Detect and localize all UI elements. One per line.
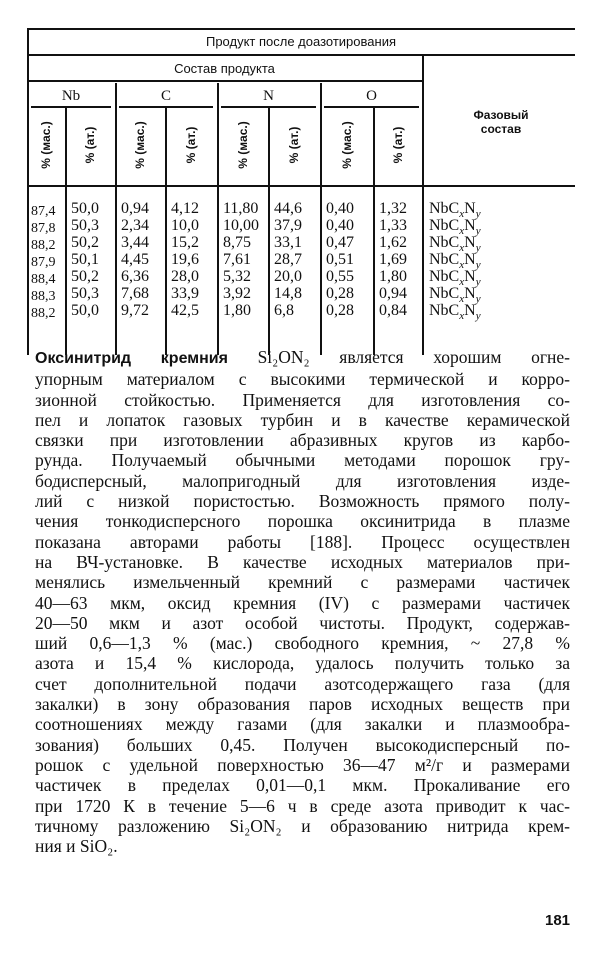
text-line [35,653,570,673]
text-line-content: частичек в пределах 0,01—0,1 мкм. Прокаливание его [35,775,570,796]
table-cell: 87,8 [31,221,56,236]
table-cell: 87,4 [31,204,56,219]
text-line-content: пел и лопаток газовых турбин и в качестве керамической [35,409,570,430]
formula-y: y [475,293,481,306]
formula-n: N [464,251,476,268]
text-line [35,593,570,613]
formula-y: y [475,259,481,272]
subheader: % (ат.) [391,126,405,164]
formula-y: y [475,276,481,289]
table-cell: 10,0 [171,217,199,234]
table-cell: 9,72 [121,302,149,319]
table-cell: 88,3 [31,289,56,304]
table-cell: 1,32 [379,200,407,217]
subheader: % (мас.) [133,121,147,169]
text-line-content: упорным материалом с высокими термической и корро- [35,369,570,390]
text-line-content: показана авторами работы [188]. Процесс осуществлен [35,531,570,552]
text-line-content: Si₂ON₂ является хорошим огне- [227,347,570,367]
table-cell: 14,8 [274,285,302,302]
subheader: % (ат.) [287,126,301,164]
body-text [35,347,570,856]
header-phase-2: состав [480,122,522,136]
table-cell: 0,94 [121,200,149,217]
formula-n: N [464,234,476,251]
text-line [35,694,570,714]
formula-base: NbC [429,285,460,302]
table-cell: 50,0 [71,200,99,217]
table-cell: 50,2 [71,268,99,285]
text-line-content: 20—50 мкм и азот особой чистоты. Продукт, содержав- [35,612,570,633]
phase-formula [429,302,481,325]
text-line-content: 40—63 мкм, оксид кремния (IV) с размерами частичек [35,592,570,613]
text-line [35,775,570,795]
text-line [35,532,570,552]
text-line [35,796,570,816]
text-line [35,674,570,694]
formula-base: NbC [429,268,460,285]
table-cell: 10,00 [223,217,259,234]
subheader: % (ат.) [83,126,97,164]
table-divider [373,108,375,355]
table-cell: 0,84 [379,302,407,319]
table-cell: 87,9 [31,255,56,270]
formula-n: N [464,200,476,217]
table-divider [115,83,117,355]
formula-base: NbC [429,251,460,268]
table-cell: 1,80 [223,302,251,319]
table-cell: 3,92 [223,285,251,302]
text-line-content: рунда. Получаемый обычными методами порошок гру- [35,450,570,471]
text-line-content: лий с низкой пористостью. Возможность прямого полу- [35,491,570,512]
table-cell: 0,51 [326,251,354,268]
text-line [35,816,570,836]
text-line-content: менялись измельченный кремний с размерами частичек [35,572,570,593]
table-cell: 2,34 [121,217,149,234]
text-line-content: ния и SiO₂. [35,836,118,857]
table-cell: 88,2 [31,238,56,253]
table-cell: 0,28 [326,302,354,319]
text-line [35,491,570,511]
table-cell: 33,1 [274,234,302,251]
subheader: % (мас.) [235,121,250,169]
table-cell: 28,7 [274,251,302,268]
formula-x: x [459,242,465,255]
table-cell: 42,5 [171,302,199,319]
table-rule [27,80,422,82]
table-divider [27,28,29,355]
text-line [35,511,570,531]
table-cell: 0,40 [326,200,354,217]
formula-x: x [459,259,465,272]
table-divider [320,83,322,355]
formula-y: y [475,242,481,255]
table-cell: 33,9 [171,285,199,302]
table-cell: 88,2 [31,306,56,321]
table-divider [165,108,167,355]
text-line [35,450,570,470]
text-line [35,471,570,491]
subheader: % (мас.) [339,121,354,169]
formula-n: N [464,285,476,302]
text-line [35,755,570,775]
table-rule [27,185,575,187]
formula-x: x [459,225,465,238]
text-line [35,633,570,653]
table-cell: 50,3 [71,285,99,302]
text-line [35,369,570,389]
table-cell: 88,4 [31,272,56,287]
formula-base: NbC [429,302,460,319]
table-cell: 11,80 [223,200,259,217]
header-element: C [160,88,171,104]
text-line [35,347,570,369]
text-line [35,735,570,755]
table-cell: 5,32 [223,268,251,285]
table-cell: 0,55 [326,268,354,285]
formula-x: x [459,276,465,289]
table-cell: 6,36 [121,268,149,285]
header-product-after-nitriding: Продукт после доазотирования [205,34,396,49]
term-heading: Оксинитрид кремния [35,350,228,367]
header-product-composition: Состав продукта [174,61,275,76]
table-cell: 19,6 [171,251,199,268]
table-rule [27,54,575,56]
table-cell: 37,9 [274,217,302,234]
text-line [35,714,570,734]
text-line [35,430,570,450]
table-cell: 0,40 [326,217,354,234]
text-line-content: зионной стойкостью. Применяется для изготовления со- [35,389,570,410]
text-line [35,836,570,856]
table-cell: 50,3 [71,217,99,234]
text-line [35,410,570,430]
text-line [35,552,570,572]
table-cell: 0,47 [326,234,354,251]
table-cell: 0,28 [326,285,354,302]
header-element: Nb [61,88,81,104]
formula-n: N [464,302,476,319]
text-line [35,613,570,633]
formula-x: x [459,208,465,221]
text-line-content: связки при изготовлении абразивных кругов из карбо- [35,430,570,451]
text-line-content: рошок с удельной поверхностью 36—47 м²/г и размерами [35,754,570,775]
formula-x: x [459,293,465,306]
text-line [35,572,570,592]
header-phase: Фазовый [473,108,529,122]
table-cell: 28,0 [171,268,199,285]
text-line-content: на ВЧ-установке. В качестве исходных материалов при- [35,551,570,572]
table-cell: 4,12 [171,200,199,217]
table-divider [268,108,270,355]
table-divider [217,83,219,355]
table-divider [65,108,67,355]
page-number: 181 [545,912,571,929]
text-line-content: соотношениях между газами (для закалки и плазмообра- [35,714,570,735]
table-cell: 50,0 [71,302,99,319]
text-line-content: закалки) в зону образования паров исходных веществ при [35,694,570,715]
formula-n: N [464,268,476,285]
header-element: O [366,88,377,104]
formula-base: NbC [429,217,460,234]
text-line-content: при 1720 К в течение 5—6 ч в среде азота приводит к час- [35,795,570,816]
formula-y: y [475,225,481,238]
table-cell: 3,44 [121,234,149,251]
table-cell: 7,68 [121,285,149,302]
table-cell: 7,61 [223,251,251,268]
table-cell: 4,45 [121,251,149,268]
table-cell: 1,69 [379,251,407,268]
text-line [35,390,570,410]
formula-y: y [475,208,481,221]
table-cell: 6,8 [274,302,294,319]
subheader: % (мас.) [39,121,53,169]
formula-base: NbC [429,234,460,251]
table-cell: 50,1 [71,251,99,268]
table-cell: 1,33 [379,217,407,234]
text-line-content: зования) больших 0,45. Получен высокодисперсный по- [35,734,570,755]
table-cell: 0,94 [379,285,407,302]
table-cell: 15,2 [171,234,199,251]
formula-base: NbC [429,200,460,217]
table-cell: 20,0 [274,268,302,285]
text-line-content: счет дополнительной подачи азотсодержащего газа (для [35,673,570,694]
table-cell: 50,2 [71,234,99,251]
table-cell: 1,80 [379,268,407,285]
text-line-content: тичному разложению Si₂ON₂ и образованию нитрида крем- [35,815,570,836]
table-cell: 1,62 [379,234,407,251]
table-cell: 8,75 [223,234,251,251]
text-line-content: чения тонкодисперсного порошка оксинитрида в плазме [35,511,570,532]
text-line-content: азота и 15,4 % кислорода, удалось получить только за [35,653,570,674]
formula-n: N [464,217,476,234]
table-cell: 44,6 [274,200,302,217]
formula-y: y [475,310,481,323]
text-line-content: ший 0,6—1,3 % (мас.) свободного кремния, ~ 27,8 % [35,633,570,654]
text-line-content: бодисперсный, малопригодный для изготовления изде- [35,470,570,491]
header-element: N [263,88,274,104]
subheader: % (ат.) [184,126,198,164]
formula-x: x [459,310,465,323]
table-rule [27,28,575,30]
